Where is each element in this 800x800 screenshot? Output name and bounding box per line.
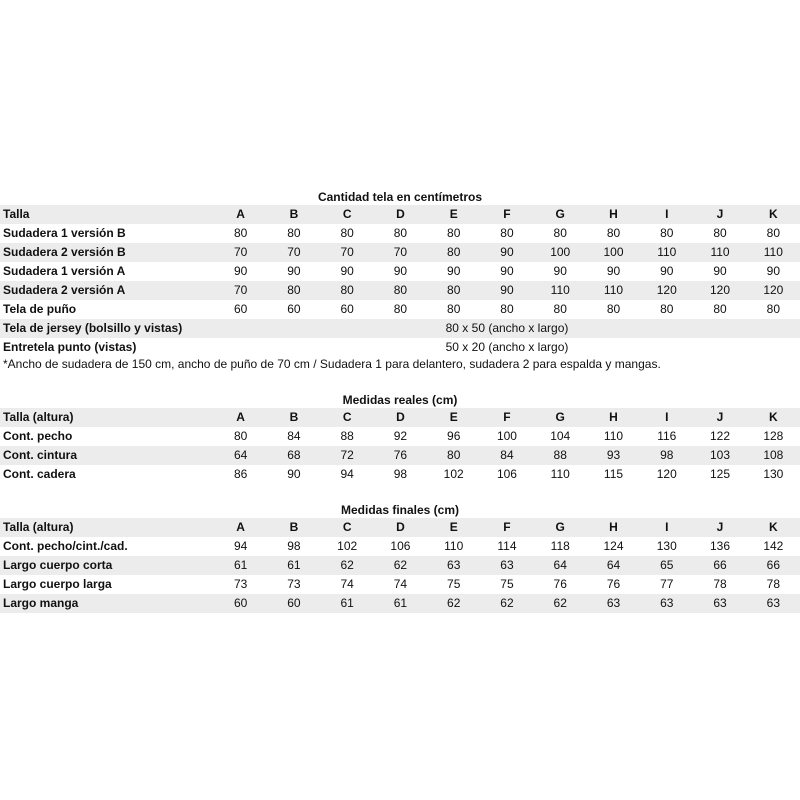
table-cell: 80 <box>553 226 567 240</box>
table-cell: 106 <box>496 467 517 481</box>
table-cell: 80 <box>500 226 514 240</box>
size-header: F <box>480 205 533 224</box>
table-cell: 128 <box>763 429 784 443</box>
row-label: Cont. pecho/cint./cad. <box>3 539 128 553</box>
table-cell: 70 <box>214 243 267 262</box>
table-cell: 110 <box>747 243 800 262</box>
size-header: H <box>587 518 640 537</box>
table-cell: 104 <box>550 429 571 443</box>
header-row <box>0 205 800 224</box>
table-cell: 80 <box>233 429 248 443</box>
table-cell: 63 <box>747 594 800 613</box>
finished-measure-row <box>0 556 800 575</box>
table-cell: 122 <box>710 429 731 443</box>
table-cell: 80 <box>660 302 674 316</box>
body-measurements-title: Medidas reales (cm) <box>342 393 458 407</box>
body-measure-row <box>0 465 800 484</box>
table-cell: 120 <box>693 281 746 300</box>
size-header: J <box>693 408 746 427</box>
row-label: Sudadera 2 versión A <box>0 281 214 300</box>
size-header: D <box>374 408 427 427</box>
size-header: H <box>587 205 640 224</box>
fabric-row <box>0 300 800 319</box>
table-cell: 84 <box>287 429 301 443</box>
size-header: D <box>374 518 427 537</box>
finished-measure-row <box>0 575 800 594</box>
size-header: I <box>640 408 693 427</box>
size-header: B <box>267 518 320 537</box>
table-cell: 90 <box>233 264 248 278</box>
size-header: G <box>534 518 587 537</box>
table-cell: 61 <box>214 556 267 575</box>
fabric-quantity-table <box>0 205 800 357</box>
row-label: Sudadera 1 versión B <box>3 226 126 240</box>
table-cell: 110 <box>534 281 587 300</box>
table-cell: 90 <box>287 467 301 481</box>
table-cell: 90 <box>447 264 461 278</box>
table-cell: 62 <box>480 594 533 613</box>
table-cell: 80 <box>233 226 248 240</box>
table-cell: 64 <box>534 556 587 575</box>
size-header: K <box>747 205 800 224</box>
table-cell: 78 <box>766 577 780 591</box>
table-cell: 90 <box>480 243 533 262</box>
table-cell: 90 <box>766 264 780 278</box>
table-cell: 80 <box>606 302 621 316</box>
table-cell: 80 <box>321 281 374 300</box>
span-value: 50 x 20 (ancho x largo) <box>445 340 569 354</box>
table-cell: 110 <box>550 467 570 481</box>
table-cell: 90 <box>287 264 301 278</box>
size-header: H <box>587 408 640 427</box>
table-cell: 77 <box>660 577 674 591</box>
table-cell: 90 <box>660 264 674 278</box>
table-cell: 76 <box>553 577 567 591</box>
size-header: E <box>427 518 480 537</box>
span-value: 80 x 50 (ancho x largo) <box>214 319 800 338</box>
header-label: Talla (altura) <box>0 518 214 537</box>
table-cell: 72 <box>321 446 374 465</box>
header-row <box>0 518 800 537</box>
table-cell: 66 <box>747 556 800 575</box>
table-cell: 63 <box>693 594 746 613</box>
row-label: Cont. cadera <box>3 467 76 481</box>
table-cell: 80 <box>713 302 727 316</box>
size-header: J <box>693 205 746 224</box>
table-cell: 100 <box>496 429 517 443</box>
table-cell: 73 <box>233 577 248 591</box>
table-cell: 62 <box>427 594 480 613</box>
table-cell: 80 <box>427 243 480 262</box>
table-cell: 98 <box>640 446 693 465</box>
size-header: I <box>640 205 693 224</box>
table-cell: 80 <box>447 302 461 316</box>
table-cell: 90 <box>553 264 567 278</box>
fabric-quantity-title: Cantidad tela en centímetros <box>317 190 483 204</box>
table-cell: 63 <box>587 594 640 613</box>
table-cell: 118 <box>550 539 570 553</box>
table-cell: 73 <box>287 577 301 591</box>
row-label: Largo manga <box>0 594 214 613</box>
table-cell: 75 <box>447 577 461 591</box>
row-label: Largo cuerpo corta <box>0 556 214 575</box>
table-cell: 80 <box>606 226 621 240</box>
row-label: Cont. cintura <box>0 446 214 465</box>
table-cell: 93 <box>587 446 640 465</box>
size-header: C <box>321 205 374 224</box>
table-cell: 64 <box>214 446 267 465</box>
finished-measurements-title: Medidas finales (cm) <box>340 503 460 517</box>
table-cell: 80 <box>713 226 727 240</box>
table-cell: 136 <box>710 539 731 553</box>
table-cell: 60 <box>340 302 354 316</box>
size-header: E <box>427 408 480 427</box>
size-header: B <box>267 205 320 224</box>
table-cell: 80 <box>340 226 354 240</box>
table-cell: 65 <box>640 556 693 575</box>
table-cell: 94 <box>233 539 248 553</box>
table-cell: 80 <box>267 281 320 300</box>
table-cell: 90 <box>340 264 354 278</box>
table-cell: 110 <box>693 243 746 262</box>
table-cell: 114 <box>497 539 517 553</box>
table-cell: 120 <box>656 467 677 481</box>
table-cell: 64 <box>587 556 640 575</box>
table-cell: 88 <box>340 429 354 443</box>
table-cell: 116 <box>657 429 677 443</box>
table-cell: 61 <box>321 594 374 613</box>
table-cell: 120 <box>640 281 693 300</box>
size-header: I <box>640 518 693 537</box>
table-cell: 90 <box>606 264 621 278</box>
table-cell: 80 <box>660 226 674 240</box>
table-cell: 110 <box>444 539 464 553</box>
table-cell: 80 <box>553 302 567 316</box>
span-row <box>0 319 800 338</box>
table-cell: 80 <box>500 302 514 316</box>
size-header: K <box>747 408 800 427</box>
table-cell: 98 <box>287 539 301 553</box>
table-cell: 60 <box>214 594 267 613</box>
table-cell: 84 <box>480 446 533 465</box>
table-cell: 74 <box>340 577 354 591</box>
finished-measure-row <box>0 594 800 613</box>
row-label: Largo cuerpo larga <box>3 577 112 591</box>
table-cell: 80 <box>287 226 301 240</box>
table-cell: 60 <box>233 302 248 316</box>
table-cell: 70 <box>214 281 267 300</box>
size-header: A <box>214 205 267 224</box>
fabric-note: *Ancho de sudadera de 150 cm, ancho de puño de 70 cm / Sudadera 1 para delantero, sudadera 2 para espalda y mangas. <box>3 357 661 371</box>
table-cell: 90 <box>713 264 727 278</box>
size-header: F <box>480 408 533 427</box>
table-cell: 80 <box>447 226 461 240</box>
table-cell: 142 <box>763 539 784 553</box>
table-cell: 102 <box>337 539 358 553</box>
table-cell: 66 <box>693 556 746 575</box>
size-header: G <box>534 205 587 224</box>
table-cell: 94 <box>340 467 354 481</box>
table-cell: 62 <box>321 556 374 575</box>
table-cell: 75 <box>500 577 514 591</box>
fabric-row <box>0 224 800 243</box>
table-cell: 60 <box>267 594 320 613</box>
table-cell: 63 <box>640 594 693 613</box>
table-cell: 78 <box>713 577 727 591</box>
table-cell: 106 <box>390 539 411 553</box>
size-header: C <box>321 518 374 537</box>
table-cell: 100 <box>587 243 640 262</box>
size-header: G <box>534 408 587 427</box>
size-header: B <box>267 408 320 427</box>
span-row <box>0 338 800 357</box>
table-cell: 70 <box>321 243 374 262</box>
table-cell: 92 <box>393 429 408 443</box>
fabric-row <box>0 243 800 262</box>
finished-measure-row <box>0 537 800 556</box>
table-cell: 63 <box>427 556 480 575</box>
table-cell: 61 <box>374 594 427 613</box>
table-cell: 76 <box>606 577 621 591</box>
fabric-row <box>0 281 800 300</box>
table-cell: 60 <box>287 302 301 316</box>
size-header: E <box>427 205 480 224</box>
table-cell: 70 <box>267 243 320 262</box>
table-cell: 130 <box>656 539 677 553</box>
size-header: D <box>374 205 427 224</box>
table-cell: 80 <box>766 302 780 316</box>
size-header: A <box>214 408 267 427</box>
table-cell: 120 <box>747 281 800 300</box>
row-label: Tela de jersey (bolsillo y vistas) <box>0 319 214 338</box>
body-measure-row <box>0 427 800 446</box>
finished-measurements-table <box>0 518 800 613</box>
table-cell: 80 <box>374 281 427 300</box>
table-cell: 63 <box>480 556 533 575</box>
table-cell: 90 <box>500 264 514 278</box>
table-cell: 62 <box>374 556 427 575</box>
row-label: Sudadera 1 versión A <box>3 264 126 278</box>
table-cell: 90 <box>480 281 533 300</box>
table-cell: 80 <box>393 226 408 240</box>
table-cell: 100 <box>534 243 587 262</box>
table-cell: 88 <box>534 446 587 465</box>
table-cell: 86 <box>233 467 248 481</box>
table-cell: 110 <box>603 429 624 443</box>
table-cell: 124 <box>603 539 624 553</box>
table-cell: 80 <box>393 302 408 316</box>
body-measurements-table <box>0 408 800 484</box>
size-header: A <box>214 518 267 537</box>
header-label: Talla <box>0 205 214 224</box>
table-cell: 68 <box>267 446 320 465</box>
fabric-row <box>0 262 800 281</box>
row-label: Sudadera 2 versión B <box>0 243 214 262</box>
table-cell: 108 <box>747 446 800 465</box>
header-label: Talla (altura) <box>0 408 214 427</box>
table-cell: 80 <box>427 281 480 300</box>
size-header: K <box>747 518 800 537</box>
row-label: Cont. pecho <box>3 429 73 443</box>
table-cell: 96 <box>447 429 461 443</box>
table-cell: 110 <box>640 243 693 262</box>
row-label: Entretela punto (vistas) <box>3 340 137 354</box>
table-cell: 90 <box>393 264 408 278</box>
table-cell: 76 <box>374 446 427 465</box>
table-cell: 70 <box>374 243 427 262</box>
row-label: Tela de puño <box>3 302 77 316</box>
table-cell: 80 <box>766 226 780 240</box>
table-cell: 102 <box>443 467 464 481</box>
header-row <box>0 408 800 427</box>
size-header: J <box>693 518 746 537</box>
size-header: F <box>480 518 533 537</box>
table-cell: 98 <box>393 467 408 481</box>
table-cell: 61 <box>267 556 320 575</box>
table-cell: 110 <box>587 281 640 300</box>
body-measure-row <box>0 446 800 465</box>
table-cell: 62 <box>534 594 587 613</box>
table-cell: 130 <box>763 467 784 481</box>
size-header: C <box>321 408 374 427</box>
table-cell: 74 <box>393 577 408 591</box>
table-cell: 103 <box>693 446 746 465</box>
table-cell: 80 <box>427 446 480 465</box>
table-cell: 125 <box>710 467 731 481</box>
table-cell: 115 <box>603 467 624 481</box>
